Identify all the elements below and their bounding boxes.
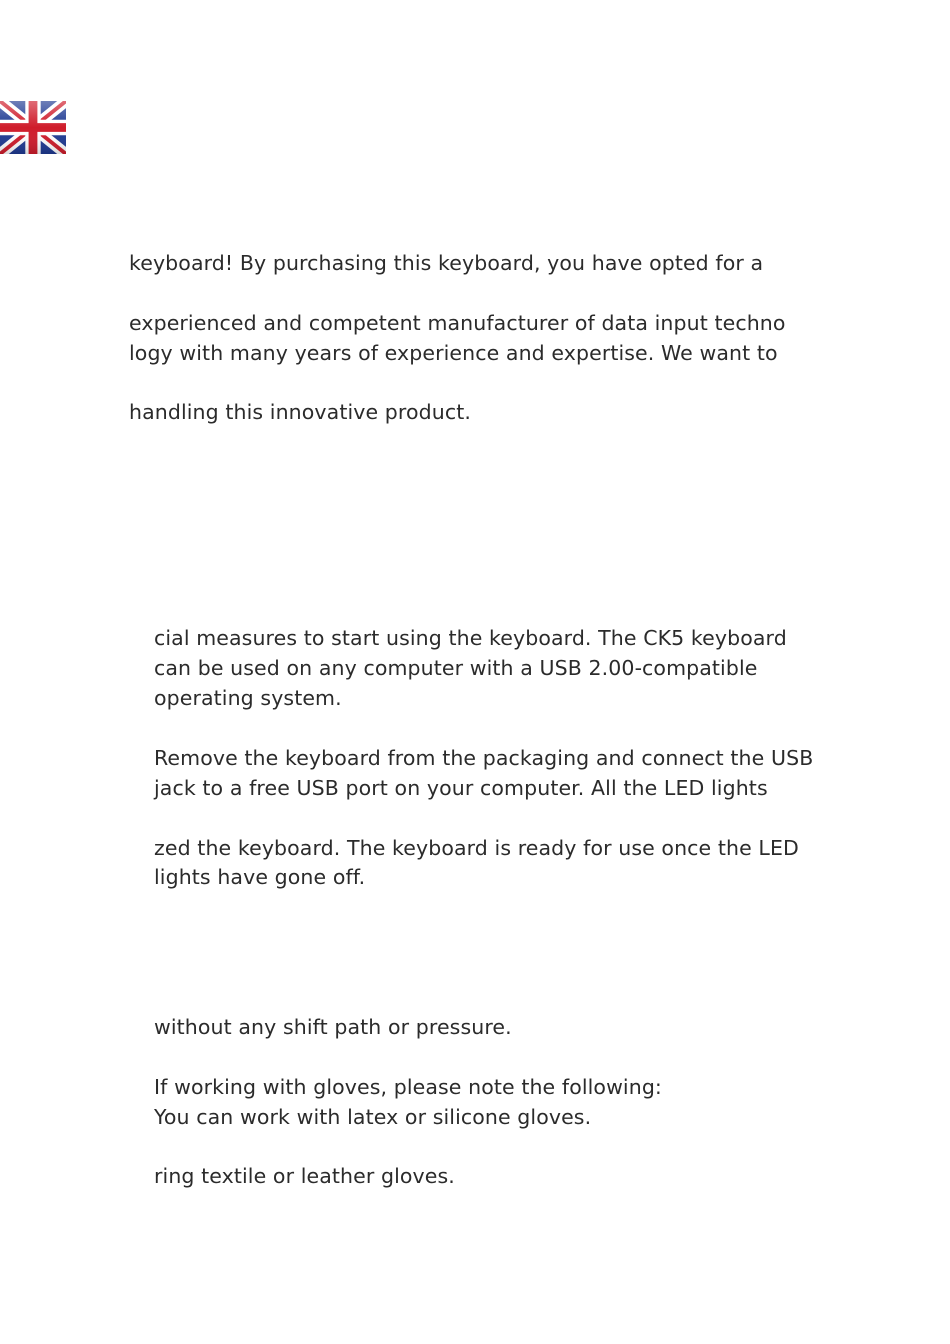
operation-line: without any shift path or pressure. [154,1015,512,1039]
setup-line: can be used on any computer with a USB 2.00-compatible [154,656,758,680]
setup-line: jack to a free USB port on your computer. All the LED lights [154,776,768,800]
operation-line: ring textile or leather gloves. [154,1164,455,1188]
operation-line: If working with gloves, please note the following: [154,1075,662,1099]
intro-line: handling this innovative product. [129,400,471,424]
uk-flag-icon [0,101,66,154]
intro-line: experienced and competent manufacturer of data input techno [129,311,786,335]
setup-line: Remove the keyboard from the packaging and connect the USB [154,746,814,770]
setup-line: operating system. [154,686,342,710]
setup-line: cial measures to start using the keyboard. The CK5 keyboard [154,626,787,650]
intro-line: logy with many years of experience and expertise. We want to [129,341,778,365]
setup-line: lights have gone off. [154,865,366,889]
operation-line: You can work with latex or silicone gloves. [154,1105,592,1129]
intro-line: keyboard! By purchasing this keyboard, you have opted for a [129,251,764,275]
setup-line: zed the keyboard. The keyboard is ready for use once the LED [154,836,799,860]
